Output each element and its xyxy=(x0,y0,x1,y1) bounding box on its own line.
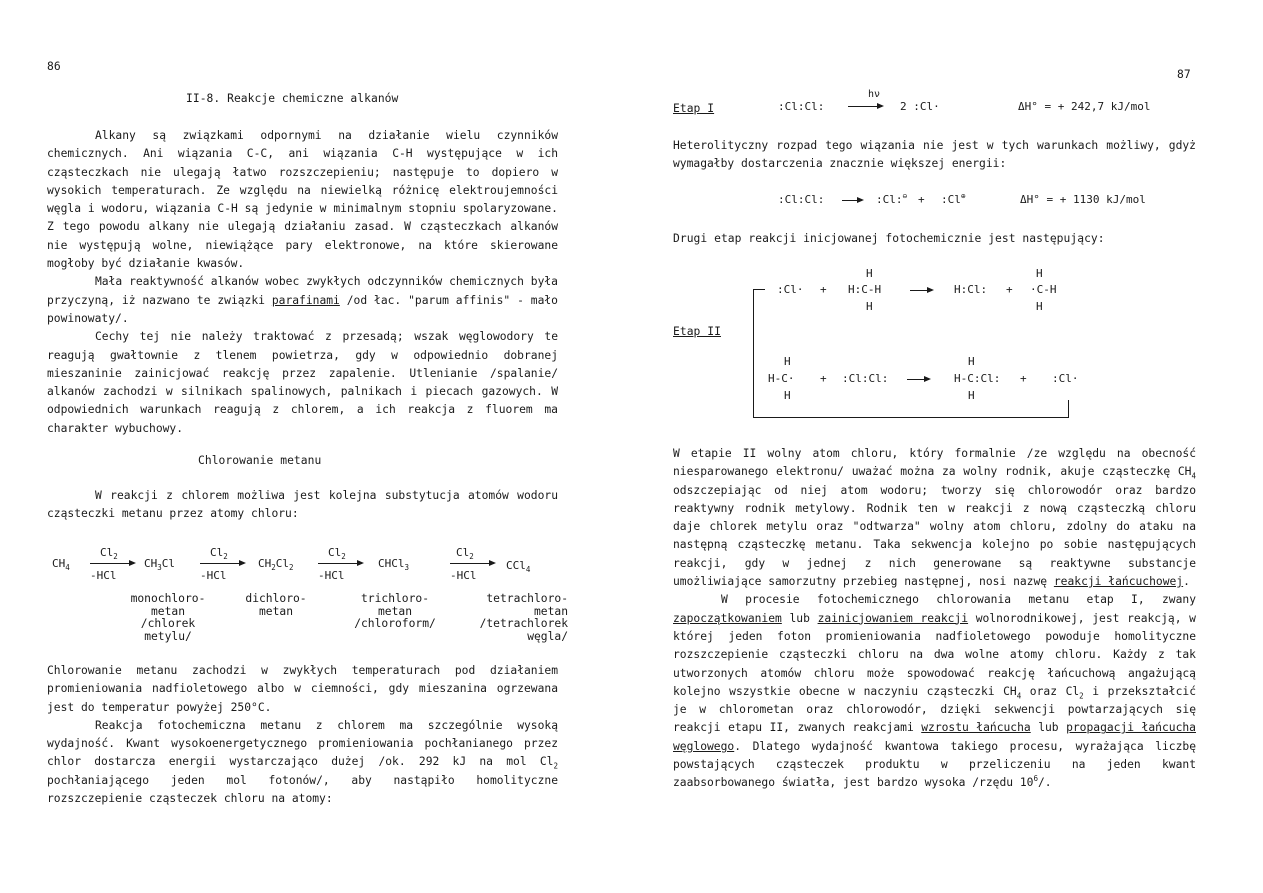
term-chain-propagation: propagacji łańcucha węglowego xyxy=(673,721,1196,753)
reaction-arrow xyxy=(90,563,134,564)
etap1-enthalpy: ΔH° = + 242,7 kJ/mol xyxy=(1018,100,1151,113)
cycle-line xyxy=(753,289,754,418)
right-text-block xyxy=(673,445,1196,793)
name-tetrachloromethane: tetrachloro- metan /tetrachlorek węgla/ xyxy=(479,592,568,643)
methane-h-bottom: H xyxy=(866,300,873,313)
paragraph-conditions: Chlorowanie metanu zachodzi w zwykłych temperaturach pod działaniem promieniowania nadfioletowego albo w ciemności, gdy mieszanina ogrzewana jest do temperatur powyżej 250°C. xyxy=(47,664,558,714)
hcl-product: H:Cl: xyxy=(954,283,988,296)
etap2-label: Etap II xyxy=(673,325,721,338)
reaction-arrow xyxy=(907,379,929,380)
methyl-radical: ·C-H xyxy=(1030,283,1057,296)
paragraph-substitution: W reakcji z chlorem możliwa jest kolejna substytucja atomów wodoru cząsteczki metanu przez atomy chloru: xyxy=(47,489,558,521)
term-chain-reaction: reakcji łańcuchowej xyxy=(1053,575,1184,589)
reaction-arrow xyxy=(848,106,882,107)
plus-sign: + xyxy=(820,372,827,385)
chlorine-radical: :Cl· xyxy=(777,283,804,296)
methyl-h-top: H xyxy=(784,355,791,368)
paragraph-chain-reaction: W etapie II wolny atom chloru, który formalnie /ze względu na obecność niesparowanego elektronu/ uważać można za wolny rodnik, akuje cząsteczkę $CH_4$ odszczepiając od niej atom wodoru; tworzy się chlorowodór oraz bardzo reaktywny rodnik metylowy. Rodnik ten w reakcji z nową cząsteczką chloru daje chlorek metylu oraz "odtwarza" wolny atom chloru, zdolny do ataku na następną cząsteczkę metanu. Taka sekwencja kolejno po sobie następujących reakcji, gdy w jednej z nich generowane są reaktywne substancje umożliwiające samorzutny przebieg następnej, nosi nazwę reakcji łańcuchowej. xyxy=(673,447,1196,589)
name-trichloromethane: trichloro- metan /chloroform/ xyxy=(354,592,436,630)
subheading-chlorination: Chlorowanie metanu xyxy=(198,454,322,467)
etap1-reactant: :Cl:Cl: xyxy=(778,100,825,113)
reagent-hcl: -HCl xyxy=(318,569,345,582)
reagent-cl2: $Cl_2$ xyxy=(210,546,228,562)
chloromethane-h-top: H xyxy=(968,355,975,368)
cycle-line xyxy=(1068,400,1069,418)
plus-sign: + xyxy=(1020,372,1027,385)
reaction-arrow xyxy=(450,563,494,564)
methyl-h-bottom: H xyxy=(1036,300,1043,313)
hetero-enthalpy: ΔH° = + 1130 kJ/mol xyxy=(1020,193,1146,206)
hetero-anion: :Cl:⊖ xyxy=(876,191,908,206)
species-ccl4: CCl$_4$ xyxy=(506,559,531,575)
reagent-hcl: -HCl xyxy=(200,569,227,582)
methyl-h-bottom: H xyxy=(784,389,791,402)
name-monochloromethane: monochloro- metan /chlorek metylu/ xyxy=(130,592,206,643)
page-number-right: 87 xyxy=(1177,68,1191,81)
term-paraffins: parafinami xyxy=(271,293,340,307)
term-reaction-initiation: zainicjowaniem reakcji xyxy=(817,611,969,625)
chlorine-radical: :Cl· xyxy=(1052,372,1079,385)
reaction-arrow xyxy=(842,200,862,201)
reaction-arrow xyxy=(318,563,362,564)
paragraph-combustion: Cechy tej nie należy traktować z przesadą; wszak węglowodory te reagują gwałtownie z tlenem powietrza, gdy w odpowiednio dobranej mieszaninie zainicjować reakcję przez zapalenie. Utlenianie /spalanie/ alkanów zachodzi w silnikach spalinowych, palnikach i piecach gazowych. W odpowiednich warunkach reagują z chlorem, a ich reakcja z fluorem ma charakter wybuchowy. xyxy=(47,330,558,435)
etap1-product: 2 :Cl· xyxy=(900,100,940,113)
chlorine-molecule: :Cl:Cl: xyxy=(842,372,889,385)
reagent-cl2: $Cl_2$ xyxy=(100,546,118,562)
methane-structure: H:C-H xyxy=(848,283,882,296)
species-chcl3: CHCl$_3$ xyxy=(378,557,410,573)
left-text-block xyxy=(47,127,558,438)
paragraph-second-stage: Drugi etap reakcji inicjowanej fotochemicznie jest następujący: xyxy=(673,232,1105,245)
reagent-hcl: -HCl xyxy=(90,569,117,582)
chloromethane-h-bottom: H xyxy=(968,389,975,402)
term-initiation: zapoczątkowaniem xyxy=(673,611,782,625)
reagent-hcl: -HCl xyxy=(450,569,477,582)
paragraph-heterolytic: Heterolityczny rozpad tego wiązania nie jest w tych warunkach możliwy, gdyż wymagałby dostarczenia znacznie większej energii: xyxy=(673,139,1196,171)
species-ch3cl: $CH_3Cl$ xyxy=(144,557,176,573)
paragraph-photochemical: Reakcja fotochemiczna metanu z chlorem ma szczególnie wysoką wydajność. Kwant wysokoenergetycznego promieniowania pochłanianego przez chlor dostarcza energii wystarczająco dużej /ok. 292 kJ na mol $Cl_2$ pochłaniającego jeden mol fotonów/, aby nastąpiło homolityczne rozszczepienie cząsteczek chloru na atomy: xyxy=(47,718,558,806)
left-text-block-bottom xyxy=(47,662,558,808)
hetero-cation: :Cl⊕ xyxy=(941,191,966,206)
methyl-radical: H-C· xyxy=(768,372,795,385)
hv-label: hν xyxy=(868,89,881,100)
cycle-line xyxy=(753,289,765,290)
plus-sign: + xyxy=(918,193,925,206)
section-heading: II-8. Reakcje chemiczne alkanów xyxy=(186,92,399,105)
page-number-left: 86 xyxy=(47,60,61,73)
paragraph-photochemical-process: W procesie fotochemicznego chlorowania metanu etap I, zwany zapoczątkowaniem lub zainicjowaniem reakcji wolnorodnikowej, jest reakcją, w której jeden foton promieniowania nadfioletowego powoduje homolityczne rozszczepienie cząsteczki chloru na dwa wolne atomy chloru. Każdy z tak utworzonych atomów chloru może spowodować reakcję łańcuchową angażującą kolejno wszystkie obecne w naczyniu cząsteczki $CH_4$ oraz $Cl_2$ i przekształcić je w chlorometan oraz chlorowodór, dzięki sekwencji powtarzających się reakcji etapu II, zwanych reakcjami wzrostu łańcucha lub propagacji łańcucha węglowego. Dlatego wydajność kwantowa takiego procesu, wyrażająca liczbę powstających cząsteczek produktu w przeliczeniu na jeden kwant zaabsorbowanego światła, jest bardzo wysoka /rzędu $10^6/$. xyxy=(673,593,1196,790)
methane-h-top: H xyxy=(866,267,873,280)
species-ch4: $CH_4$ xyxy=(52,557,70,573)
cycle-line xyxy=(753,417,1069,418)
plus-sign: + xyxy=(820,283,827,296)
paragraph-paraffins: Mała reaktywność alkanów wobec zwykłych odczynników chemicznych była przyczyną, iż nazwano te związki parafinami /od łac. "parum affinis" - mało powinowaty/. xyxy=(47,275,558,325)
etap1-label: Etap I xyxy=(673,102,715,115)
methyl-h-top: H xyxy=(1036,267,1043,280)
reagent-cl2: $Cl_2$ xyxy=(328,546,346,562)
plus-sign: + xyxy=(1006,283,1013,296)
name-dichloromethane: dichloro- metan xyxy=(245,592,307,618)
term-chain-growth: wzrostu łańcucha xyxy=(921,721,1031,735)
paragraph-alkanes-resistance: Alkany są związkami odpornymi na działanie wielu czynników chemicznych. Ani wiązania C-C, ani wiązania C-H występujące w ich cząsteczkach nie ulegają łatwo rozszczepieniu; następuje to dopiero w wysokich temperaturach. Ze względu na niewielką różnicę elektroujemności węgla i wodoru, wiązania C-H są jedynie w minimalnym stopniu spolaryzowane. Z tego powodu alkany nie ulegają działaniu zasad. W cząsteczkach alkanów nie występują wolne, niewiążące pary elektronowe, na które skierowane mogłoby być działanie kwasów. xyxy=(47,129,558,271)
species-ch2cl2: $CH_2Cl_2$ xyxy=(258,557,294,573)
chloromethane: H-C:Cl: xyxy=(954,372,1001,385)
reaction-arrow xyxy=(910,290,932,291)
reagent-cl2: $Cl_2$ xyxy=(456,546,474,562)
hetero-reactant: :Cl:Cl: xyxy=(778,193,825,206)
reaction-arrow xyxy=(200,563,244,564)
